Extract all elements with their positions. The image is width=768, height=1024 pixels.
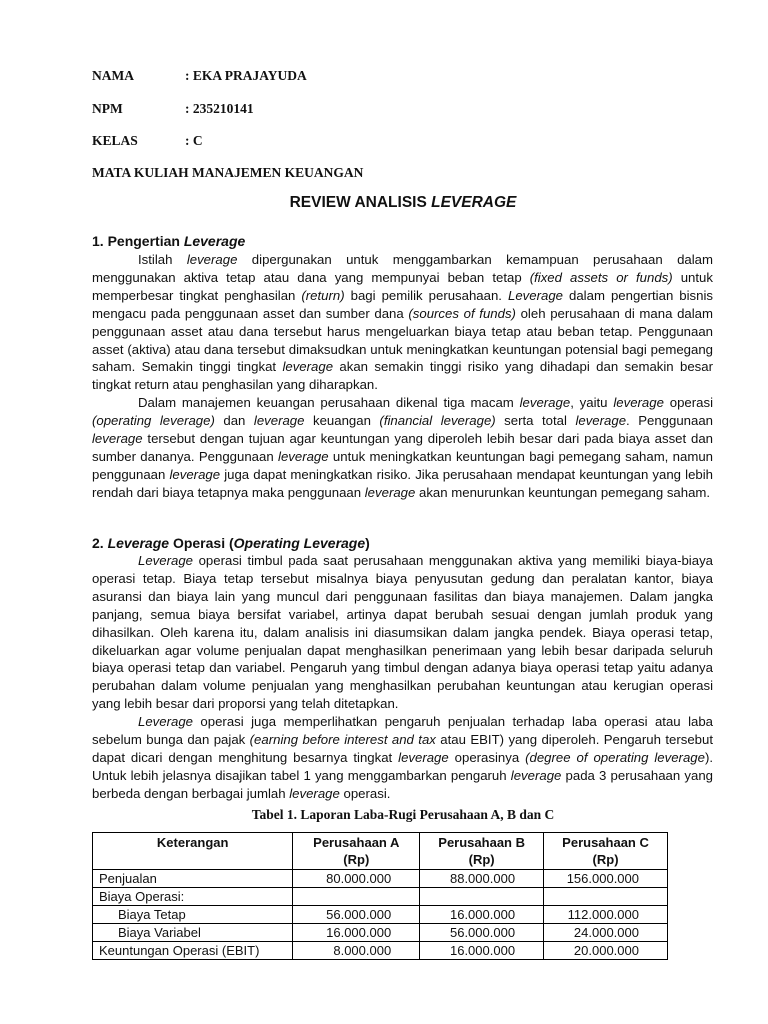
section1-body (92, 251, 713, 502)
document-title (0, 194, 768, 212)
title-emphasis: LEVERAGE (431, 194, 517, 211)
table-header-cell: Keterangan (93, 833, 293, 870)
class-value: : C (185, 133, 203, 148)
table-cell-label: Biaya Variabel (93, 924, 293, 942)
table-header-cell: Perusahaan C (Rp) (544, 833, 668, 870)
section1-paragraph-2: Dalam manajemen keuangan perusahaan dikenal tiga macam leverage, yaitu leverage operasi (operating leverage) dan leverage keuangan (financial leverage) serta total leverage. Penggunaan leverage tersebut dengan tujuan agar keuntungan yang diperoleh lebih besar dari pada biaya asset dan sumber dananya. Penggunaan leverage untuk meningkatkan keuntungan bagi pemegang saham, namun penggunaan leverage juga dapat meningkatkan risiko. Jika perusahaan mendapat keuntungan yang lebih rendah dari biaya tetapnya maka penggunaan leverage akan menurunkan keuntungan pemegang saham. (92, 395, 714, 500)
table-cell-value: 24.000.000 (544, 924, 668, 942)
table-row (93, 906, 668, 924)
name-label: NAMA (92, 68, 134, 83)
table-row (93, 870, 668, 888)
table-cell-value (544, 888, 668, 906)
table-header-cell: Perusahaan A (Rp) (293, 833, 420, 870)
section2-paragraph-1: Leverage operasi timbul pada saat perusahaan menggunakan aktiva yang memiliki biaya-biaya operasi tetap. Biaya tetap tersebut misalnya biaya penyusutan gedung dan peralatan kantor, biaya asuransi dan biaya lain yang muncul dari penggunaan fasilitas dan biaya manajemen. Dalam jangka panjang, semua biaya bersifat variabel, artinya dapat berubah sesuai dengan jumlah produk yang dihasilkan. Oleh karena itu, dalam analisis ini diasumsikan dalam jangka pendek. Biaya operasi tetap, dikeluarkan agar volume penjualan dapat menghasilkan penerimaan yang lebih besar daripada seluruh biaya operasi tetap dan variabel. Pengaruh yang timbul dengan adanya biaya operasi tetap yaitu adanya perubahan dalam volume penjualan yang menghasilkan perubahan keuntungan atau kerugian operasi yang lebih besar dari proporsi yang telah ditetapkan. (92, 553, 713, 712)
table-cell-value: 112.000.000 (544, 906, 668, 924)
table-cell-value: 80.000.000 (293, 870, 420, 888)
npm-value: : 235210141 (185, 101, 254, 116)
table-cell-label: Biaya Tetap (93, 906, 293, 924)
table-header-row (93, 833, 668, 870)
name-value: : EKA PRAJAYUDA (185, 68, 307, 83)
class-line (92, 133, 203, 149)
table-cell-value: 16.000.000 (420, 906, 544, 924)
table-caption: Tabel 1. Laporan Laba-Rugi Perusahaan A, B dan C (251, 807, 555, 822)
npm-line (92, 101, 254, 117)
npm-label: NPM (92, 101, 123, 116)
section2-body (92, 552, 713, 803)
table-row (93, 924, 668, 942)
table-cell-value (420, 888, 544, 906)
table-cell-label: Biaya Operasi: (93, 888, 293, 906)
course-line: MATA KULIAH MANAJEMEN KEUANGAN (92, 165, 364, 180)
table-cell-label: Penjualan (93, 870, 293, 888)
table-cell-value: 88.000.000 (420, 870, 544, 888)
section1-heading (92, 233, 245, 249)
table-cell-value: 16.000.000 (293, 924, 420, 942)
table-row (93, 942, 668, 960)
section2-heading: 2. Leverage Operasi (Operating Leverage) (92, 535, 370, 551)
table-cell-label: Keuntungan Operasi (EBIT) (93, 942, 293, 960)
table-cell-value: 8.000.000 (293, 942, 420, 960)
table-cell-value: 156.000.000 (544, 870, 668, 888)
class-label: KELAS (92, 133, 138, 148)
table-cell-value: 56.000.000 (420, 924, 544, 942)
table-row (93, 888, 668, 906)
table-cell-value: 20.000.000 (544, 942, 668, 960)
table-header-cell: Perusahaan B (Rp) (420, 833, 544, 870)
income-statement-table (92, 832, 668, 960)
name-line (92, 68, 307, 84)
section2-paragraph-2: Leverage operasi juga memperlihatkan pengaruh penjualan terhadap laba operasi atau laba sebelum bunga dan pajak (earning before interest and tax atau EBIT) yang diperoleh. Pengaruh tersebut dapat dicari dengan menghitung besarnya tingkat leverage operasinya (degree of operating leverage). Untuk lebih jelasnya disajikan tabel 1 yang menggambarkan pengaruh leverage pada 3 perusahaan yang berbeda dengan berbagai jumlah leverage operasi. (92, 714, 714, 801)
section1-paragraph-1: Istilah leverage dipergunakan untuk menggambarkan kemampuan perusahaan dalam menggunakan aktiva tetap atau dana yang mempunyai beban tetap (fixed assets or funds) untuk memperbesar tingkat penghasilan (return) bagi pemilik perusahaan. Leverage dalam pengertian bisnis mengacu pada penggunaan asset dan sumber dana (sources of funds) oleh perusahaan di mana dalam penggunaan asset atau dana tersebut harus mengeluarkan biaya tetap atau beban tetap. Penggunaan asset (aktiva) atau dana tersebut dimaksudkan untuk meningkatkan keuntungan potensial bagi pemegang saham. Semakin tinggi tingkat leverage akan semakin tinggi risiko yang dihadapi dan semakin besar tingkat return atau penghasilan yang diharapkan. (92, 252, 714, 393)
table-cell-value: 56.000.000 (293, 906, 420, 924)
section1-heading-emphasis: Leverage (183, 233, 246, 249)
title-prefix: REVIEW ANALISIS (289, 194, 432, 211)
section1-heading-prefix: 1. Pengertian (92, 233, 184, 249)
table-cell-value (293, 888, 420, 906)
table-cell-value: 16.000.000 (420, 942, 544, 960)
